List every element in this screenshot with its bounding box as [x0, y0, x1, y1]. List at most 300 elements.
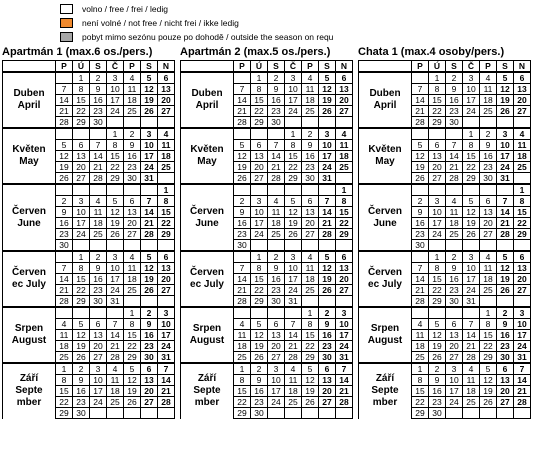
- month-label: Srpen August: [3, 307, 56, 363]
- day-cell: 7: [234, 263, 251, 274]
- day-cell: 29: [285, 173, 302, 185]
- day-cell: 12: [497, 84, 514, 95]
- day-cell: 25: [302, 285, 319, 296]
- day-cell: 27: [514, 106, 531, 117]
- day-cell: 18: [234, 341, 251, 352]
- day-cell: 26: [141, 106, 158, 117]
- day-cell: 13: [429, 151, 446, 162]
- empty-day-cell: [141, 117, 158, 129]
- day-cell: 28: [141, 229, 158, 240]
- day-cell: 17: [336, 330, 353, 341]
- day-cell: 22: [251, 285, 268, 296]
- empty-day-cell: [302, 296, 319, 308]
- day-cell: 24: [285, 106, 302, 117]
- day-cell: 27: [251, 173, 268, 185]
- empty-day-cell: [497, 296, 514, 308]
- weekday-header: Ú: [251, 61, 268, 73]
- day-cell: 22: [124, 341, 141, 352]
- day-cell: 1: [463, 128, 480, 140]
- day-cell: 12: [429, 330, 446, 341]
- day-cell: 9: [56, 207, 73, 218]
- day-cell: 29: [302, 352, 319, 364]
- day-cell: 30: [480, 173, 497, 185]
- empty-day-cell: [302, 184, 319, 196]
- day-cell: 24: [514, 341, 531, 352]
- day-cell: 23: [268, 285, 285, 296]
- day-cell: 18: [480, 274, 497, 285]
- day-cell: 3: [497, 128, 514, 140]
- day-cell: 29: [514, 229, 531, 240]
- day-cell: 11: [234, 330, 251, 341]
- empty-day-cell: [158, 296, 175, 308]
- day-cell: 2: [268, 251, 285, 263]
- day-cell: 9: [234, 207, 251, 218]
- day-cell: 17: [446, 386, 463, 397]
- day-cell: 11: [514, 140, 531, 151]
- day-cell: 5: [251, 319, 268, 330]
- day-cell: 16: [446, 274, 463, 285]
- availability-calendar: [180, 60, 353, 419]
- empty-day-cell: [514, 408, 531, 419]
- empty-day-cell: [302, 408, 319, 419]
- day-cell: 4: [446, 196, 463, 207]
- weekday-header: S: [268, 61, 285, 73]
- empty-day-cell: [446, 184, 463, 196]
- day-cell: 17: [497, 151, 514, 162]
- weekday-header: P: [124, 61, 141, 73]
- day-cell: 7: [56, 263, 73, 274]
- day-cell: 5: [319, 72, 336, 84]
- apartment-title: Chata 1 (max.4 osoby/pers.): [358, 46, 505, 58]
- day-cell: 29: [251, 117, 268, 129]
- month-label: Září Septe mber: [181, 363, 234, 419]
- day-cell: 1: [429, 72, 446, 84]
- day-cell: 5: [141, 72, 158, 84]
- day-cell: 27: [480, 229, 497, 240]
- day-cell: 8: [234, 375, 251, 386]
- day-cell: 20: [251, 162, 268, 173]
- day-cell: 6: [268, 319, 285, 330]
- empty-day-cell: [234, 128, 251, 140]
- day-cell: 26: [480, 397, 497, 408]
- day-cell: 25: [336, 162, 353, 173]
- empty-day-cell: [319, 184, 336, 196]
- month-label: Září Septe mber: [3, 363, 56, 419]
- day-cell: 25: [446, 229, 463, 240]
- day-cell: 22: [302, 341, 319, 352]
- day-cell: 17: [285, 95, 302, 106]
- day-cell: 27: [446, 352, 463, 364]
- day-cell: 9: [446, 263, 463, 274]
- weekday-header: Ú: [429, 61, 446, 73]
- day-cell: 17: [285, 274, 302, 285]
- day-cell: 8: [463, 140, 480, 151]
- day-cell: 19: [141, 274, 158, 285]
- day-cell: 15: [124, 330, 141, 341]
- day-cell: 11: [124, 84, 141, 95]
- day-cell: 2: [446, 72, 463, 84]
- day-cell: 19: [497, 274, 514, 285]
- day-cell: 15: [302, 330, 319, 341]
- day-cell: 1: [158, 184, 175, 196]
- day-cell: 30: [429, 408, 446, 419]
- day-cell: 15: [234, 386, 251, 397]
- day-cell: 13: [336, 263, 353, 274]
- day-cell: 15: [412, 386, 429, 397]
- day-cell: 21: [234, 106, 251, 117]
- day-cell: 5: [141, 251, 158, 263]
- day-cell: 13: [480, 207, 497, 218]
- empty-day-cell: [285, 184, 302, 196]
- day-cell: 25: [514, 162, 531, 173]
- day-cell: 22: [73, 285, 90, 296]
- day-cell: 14: [319, 207, 336, 218]
- day-cell: 28: [514, 397, 531, 408]
- day-cell: 20: [268, 341, 285, 352]
- day-cell: 9: [251, 375, 268, 386]
- empty-day-cell: [285, 408, 302, 419]
- day-cell: 16: [412, 218, 429, 229]
- day-cell: 17: [90, 386, 107, 397]
- day-cell: 31: [141, 173, 158, 185]
- apartment-calendar-2: [180, 45, 352, 419]
- month-label: Duben April: [3, 72, 56, 128]
- day-cell: 25: [107, 397, 124, 408]
- day-cell: 11: [412, 330, 429, 341]
- day-cell: 26: [73, 352, 90, 364]
- day-cell: 26: [285, 229, 302, 240]
- day-cell: 29: [107, 173, 124, 185]
- day-cell: 6: [514, 251, 531, 263]
- day-cell: 4: [480, 251, 497, 263]
- day-cell: 7: [234, 84, 251, 95]
- day-cell: 10: [319, 140, 336, 151]
- empty-day-cell: [497, 408, 514, 419]
- day-cell: 7: [412, 263, 429, 274]
- day-cell: 10: [285, 263, 302, 274]
- day-cell: 23: [412, 229, 429, 240]
- day-cell: 11: [107, 375, 124, 386]
- day-cell: 10: [107, 263, 124, 274]
- day-cell: 12: [251, 330, 268, 341]
- day-cell: 2: [234, 196, 251, 207]
- legend-row-busy: [60, 17, 530, 29]
- day-cell: 27: [302, 229, 319, 240]
- day-cell: 3: [514, 307, 531, 319]
- empty-day-cell: [497, 117, 514, 129]
- day-cell: 1: [56, 363, 73, 375]
- day-cell: 22: [56, 397, 73, 408]
- day-cell: 7: [336, 363, 353, 375]
- day-cell: 2: [73, 363, 90, 375]
- day-cell: 15: [251, 274, 268, 285]
- day-cell: 19: [73, 341, 90, 352]
- day-cell: 7: [268, 140, 285, 151]
- day-cell: 30: [446, 117, 463, 129]
- empty-day-cell: [141, 240, 158, 252]
- empty-day-cell: [158, 117, 175, 129]
- day-cell: 23: [480, 162, 497, 173]
- month-label: Červen June: [359, 184, 412, 251]
- day-cell: 29: [124, 352, 141, 364]
- day-cell: 31: [514, 352, 531, 364]
- day-cell: 12: [412, 151, 429, 162]
- day-cell: 13: [446, 330, 463, 341]
- day-cell: 4: [412, 319, 429, 330]
- empty-day-cell: [412, 184, 429, 196]
- day-cell: 17: [158, 330, 175, 341]
- day-cell: 30: [90, 117, 107, 129]
- day-cell: 2: [412, 196, 429, 207]
- day-cell: 13: [124, 207, 141, 218]
- day-cell: 5: [463, 196, 480, 207]
- day-cell: 20: [497, 386, 514, 397]
- day-cell: 2: [497, 307, 514, 319]
- weekday-header: Č: [107, 61, 124, 73]
- day-cell: 13: [158, 263, 175, 274]
- empty-day-cell: [480, 117, 497, 129]
- day-cell: 2: [141, 307, 158, 319]
- day-cell: 24: [285, 285, 302, 296]
- day-cell: 16: [268, 95, 285, 106]
- day-cell: 14: [268, 151, 285, 162]
- day-cell: 4: [336, 128, 353, 140]
- day-cell: 25: [268, 229, 285, 240]
- day-cell: 24: [107, 106, 124, 117]
- empty-day-cell: [446, 240, 463, 252]
- day-cell: 8: [480, 319, 497, 330]
- day-cell: 22: [73, 106, 90, 117]
- empty-day-cell: [56, 72, 73, 84]
- day-cell: 21: [412, 285, 429, 296]
- day-cell: 28: [268, 173, 285, 185]
- day-cell: 30: [268, 117, 285, 129]
- day-cell: 8: [56, 375, 73, 386]
- week-row: [359, 72, 531, 84]
- day-cell: 21: [412, 106, 429, 117]
- day-cell: 5: [497, 251, 514, 263]
- day-cell: 14: [56, 95, 73, 106]
- week-row: [3, 251, 175, 263]
- day-cell: 10: [73, 207, 90, 218]
- month-label: Červen ec July: [3, 251, 56, 307]
- day-cell: 15: [73, 95, 90, 106]
- day-cell: 10: [268, 375, 285, 386]
- day-cell: 12: [302, 375, 319, 386]
- day-cell: 22: [514, 218, 531, 229]
- empty-day-cell: [56, 184, 73, 196]
- legend-row-free: [60, 3, 530, 15]
- day-cell: 27: [90, 352, 107, 364]
- day-cell: 16: [302, 151, 319, 162]
- day-cell: 25: [124, 285, 141, 296]
- day-cell: 25: [234, 352, 251, 364]
- day-cell: 3: [463, 72, 480, 84]
- day-cell: 16: [234, 218, 251, 229]
- day-cell: 3: [446, 363, 463, 375]
- empty-day-cell: [158, 240, 175, 252]
- empty-day-cell: [107, 408, 124, 419]
- cottage-calendar-1: [358, 45, 530, 419]
- day-cell: 30: [446, 296, 463, 308]
- day-cell: 1: [73, 72, 90, 84]
- day-cell: 26: [497, 285, 514, 296]
- day-cell: 11: [302, 263, 319, 274]
- day-cell: 18: [302, 95, 319, 106]
- day-cell: 11: [446, 207, 463, 218]
- empty-day-cell: [412, 128, 429, 140]
- month-label: Září Septe mber: [359, 363, 412, 419]
- day-cell: 17: [463, 95, 480, 106]
- day-cell: 6: [336, 251, 353, 263]
- day-cell: 4: [124, 72, 141, 84]
- day-cell: 22: [158, 218, 175, 229]
- day-cell: 22: [429, 285, 446, 296]
- empty-day-cell: [268, 184, 285, 196]
- day-cell: 6: [319, 363, 336, 375]
- day-cell: 1: [107, 128, 124, 140]
- day-cell: 7: [141, 196, 158, 207]
- month-label: Duben April: [359, 72, 412, 128]
- day-cell: 29: [56, 408, 73, 419]
- empty-day-cell: [480, 184, 497, 196]
- day-cell: 4: [514, 128, 531, 140]
- empty-day-cell: [429, 240, 446, 252]
- day-cell: 14: [412, 95, 429, 106]
- day-cell: 21: [141, 218, 158, 229]
- day-cell: 31: [319, 173, 336, 185]
- day-cell: 16: [497, 330, 514, 341]
- day-cell: 24: [463, 285, 480, 296]
- day-cell: 28: [319, 229, 336, 240]
- empty-day-cell: [336, 408, 353, 419]
- day-cell: 26: [302, 397, 319, 408]
- day-cell: 7: [514, 363, 531, 375]
- day-cell: 6: [141, 363, 158, 375]
- day-cell: 7: [446, 140, 463, 151]
- day-cell: 18: [90, 218, 107, 229]
- day-cell: 3: [90, 363, 107, 375]
- day-cell: 23: [302, 162, 319, 173]
- day-cell: 28: [412, 117, 429, 129]
- day-cell: 11: [124, 263, 141, 274]
- day-cell: 5: [429, 319, 446, 330]
- day-cell: 18: [285, 386, 302, 397]
- day-cell: 12: [480, 375, 497, 386]
- empty-day-cell: [73, 184, 90, 196]
- day-cell: 1: [124, 307, 141, 319]
- day-cell: 19: [302, 386, 319, 397]
- day-cell: 23: [90, 106, 107, 117]
- week-row: [181, 307, 353, 319]
- day-cell: 23: [319, 341, 336, 352]
- legend: [60, 3, 530, 45]
- day-cell: 19: [319, 274, 336, 285]
- day-cell: 26: [319, 106, 336, 117]
- day-cell: 26: [107, 229, 124, 240]
- empty-day-cell: [141, 184, 158, 196]
- day-cell: 8: [429, 263, 446, 274]
- day-cell: 8: [514, 196, 531, 207]
- day-cell: 26: [412, 173, 429, 185]
- day-cell: 26: [141, 285, 158, 296]
- day-cell: 22: [336, 218, 353, 229]
- empty-day-cell: [319, 296, 336, 308]
- empty-day-cell: [90, 184, 107, 196]
- day-cell: 20: [141, 386, 158, 397]
- day-cell: 6: [480, 196, 497, 207]
- day-cell: 29: [429, 296, 446, 308]
- apartment-calendar-1: [2, 45, 174, 419]
- day-cell: 29: [73, 296, 90, 308]
- day-cell: 9: [412, 207, 429, 218]
- day-cell: 21: [497, 218, 514, 229]
- day-cell: 19: [107, 218, 124, 229]
- day-cell: 4: [302, 251, 319, 263]
- day-cell: 23: [429, 397, 446, 408]
- day-cell: 15: [56, 386, 73, 397]
- month-label: Květen May: [181, 128, 234, 184]
- day-cell: 19: [141, 95, 158, 106]
- day-cell: 14: [234, 274, 251, 285]
- empty-day-cell: [429, 128, 446, 140]
- empty-day-cell: [412, 307, 429, 319]
- week-row: [359, 251, 531, 263]
- weekday-header: N: [336, 61, 353, 73]
- week-row: [181, 363, 353, 375]
- day-cell: 21: [158, 386, 175, 397]
- day-cell: 30: [234, 240, 251, 252]
- empty-day-cell: [73, 307, 90, 319]
- empty-day-cell: [514, 117, 531, 129]
- day-cell: 3: [319, 128, 336, 140]
- day-cell: 9: [90, 84, 107, 95]
- empty-day-cell: [56, 251, 73, 263]
- empty-day-cell: [446, 307, 463, 319]
- empty-day-cell: [141, 296, 158, 308]
- day-cell: 24: [446, 397, 463, 408]
- day-cell: 20: [90, 341, 107, 352]
- day-cell: 19: [412, 162, 429, 173]
- empty-day-cell: [412, 251, 429, 263]
- empty-day-cell: [124, 296, 141, 308]
- day-cell: 5: [234, 140, 251, 151]
- availability-calendar: [2, 60, 175, 419]
- day-cell: 2: [90, 72, 107, 84]
- day-cell: 6: [514, 72, 531, 84]
- day-cell: 25: [90, 229, 107, 240]
- day-cell: 14: [446, 151, 463, 162]
- day-cell: 11: [302, 84, 319, 95]
- day-cell: 28: [158, 397, 175, 408]
- day-cell: 16: [251, 386, 268, 397]
- day-cell: 26: [251, 352, 268, 364]
- day-cell: 14: [412, 274, 429, 285]
- day-cell: 19: [285, 218, 302, 229]
- day-cell: 2: [90, 251, 107, 263]
- day-cell: 9: [268, 84, 285, 95]
- day-cell: 13: [514, 84, 531, 95]
- month-label: Červen June: [181, 184, 234, 251]
- day-cell: 30: [90, 296, 107, 308]
- day-cell: 21: [514, 386, 531, 397]
- day-cell: 4: [234, 319, 251, 330]
- day-cell: 31: [336, 352, 353, 364]
- day-cell: 3: [285, 72, 302, 84]
- day-cell: 18: [56, 341, 73, 352]
- empty-day-cell: [73, 128, 90, 140]
- day-cell: 21: [446, 162, 463, 173]
